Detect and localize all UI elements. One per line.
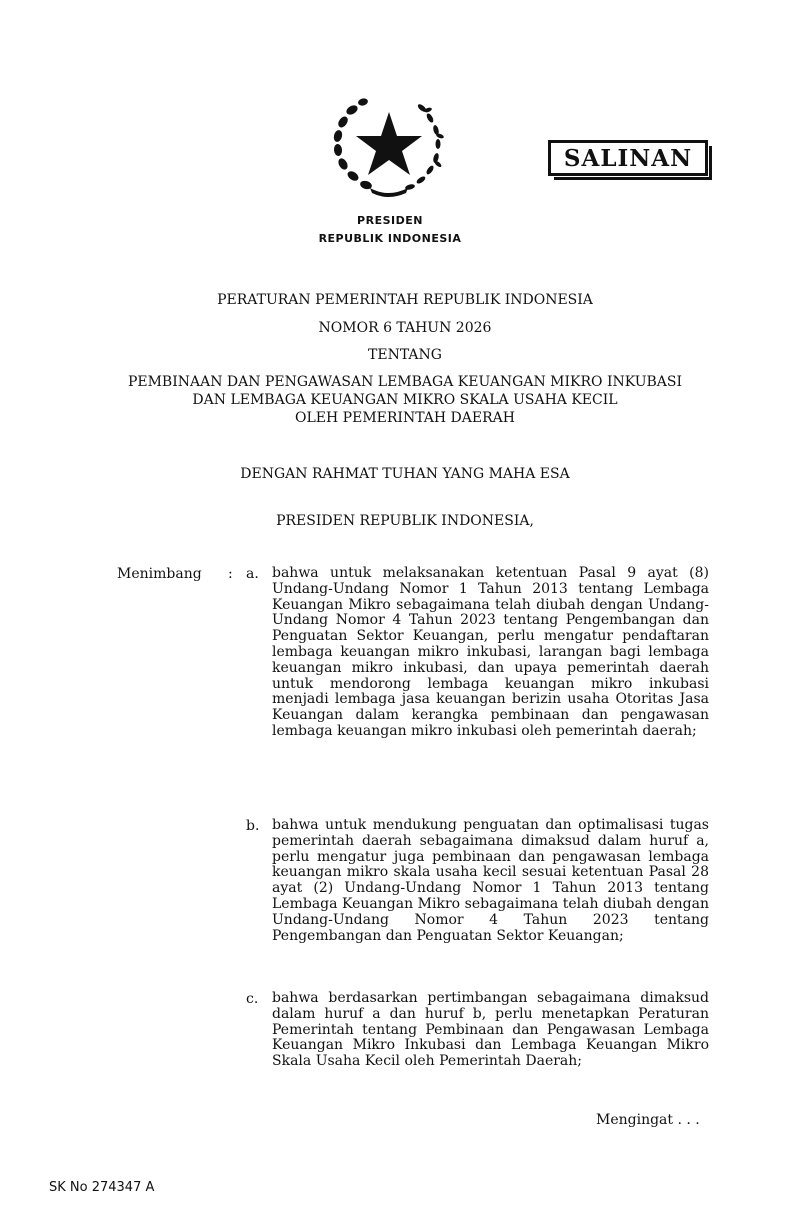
president-heading: PRESIDEN REPUBLIK INDONESIA,	[276, 513, 534, 529]
president-label: PRESIDEN	[357, 214, 423, 227]
document-code: SK No 274347 A	[49, 1180, 155, 1195]
item-letter-a: a.	[246, 566, 259, 582]
about-label: TENTANG	[368, 347, 442, 363]
republic-label: REPUBLIK INDONESIA	[318, 232, 462, 245]
considering-item-b: bahwa untuk mendukung penguatan dan optimalisasi tugas pemerintah daerah sebagaimana dimaksud dalam huruf a, perlu mengatur juga pembinaan dan pengawasan lembaga keuangan mikro skala usaha kecil sesuai ketentuan Pasal 28 ayat (2) Undang-Undang Nomor 1 Tahun 2013 tentang Lembaga Keuangan Mikro sebagaimana telah diubah dengan Undang-Undang Nomor 4 Tahun 2023 tentang Pengembangan dan Penguatan Sektor Keuangan;	[272, 817, 709, 944]
considering-label: Menimbang	[117, 566, 202, 582]
subject-line-1: PEMBINAAN DAN PENGAWASAN LEMBAGA KEUANGAN MIKRO INKUBASI	[127, 374, 683, 390]
item-letter-c: c.	[246, 991, 259, 1007]
item-letter-b: b.	[246, 818, 260, 834]
considering-item-a: bahwa untuk melaksanakan ketentuan Pasal 9 ayat (8) Undang-Undang Nomor 1 Tahun 2013 tentang Lembaga Keuangan Mikro sebagaimana telah diubah dengan Undang-Undang Nomor 4 Tahun 2023 tentang Pengembangan dan Penguatan Sektor Keuangan, perlu mengatur pendaftaran lembaga keuangan mikro inkubasi, larangan bagi lembaga keuangan mikro inkubasi, dan upaya pemerintah daerah untuk mendorong lembaga keuangan mikro inkubasi menjadi lembaga jasa keuangan berizin usaha Otoritas Jasa Keuangan dalam kerangka pembinaan dan pengawasan lembaga keuangan mikro inkubasi oleh pemerintah daerah;	[272, 565, 709, 739]
salinan-stamp: SALINAN	[548, 140, 708, 176]
state-emblem-icon	[330, 92, 448, 200]
regulation-title: PERATURAN PEMERINTAH REPUBLIK INDONESIA	[217, 292, 593, 308]
divine-grace-line: DENGAN RAHMAT TUHAN YANG MAHA ESA	[240, 466, 570, 482]
considering-item-c: bahwa berdasarkan pertimbangan sebagaimana dimaksud dalam huruf a dan huruf b, perlu menetapkan Peraturan Pemerintah tentang Pembinaan dan Pengawasan Lembaga Keuangan Mikro Inkubasi dan Lembaga Keuangan Mikro Skala Usaha Kecil oleh Pemerintah Daerah;	[272, 990, 709, 1070]
subject-line-3: OLEH PEMERINTAH DAERAH	[295, 410, 515, 426]
continuation-marker: Mengingat . . .	[596, 1112, 700, 1128]
subject-line-2: DAN LEMBAGA KEUANGAN MIKRO SKALA USAHA KECIL	[192, 392, 618, 408]
considering-colon: :	[228, 566, 233, 582]
regulation-number: NOMOR 6 TAHUN 2026	[318, 320, 492, 336]
